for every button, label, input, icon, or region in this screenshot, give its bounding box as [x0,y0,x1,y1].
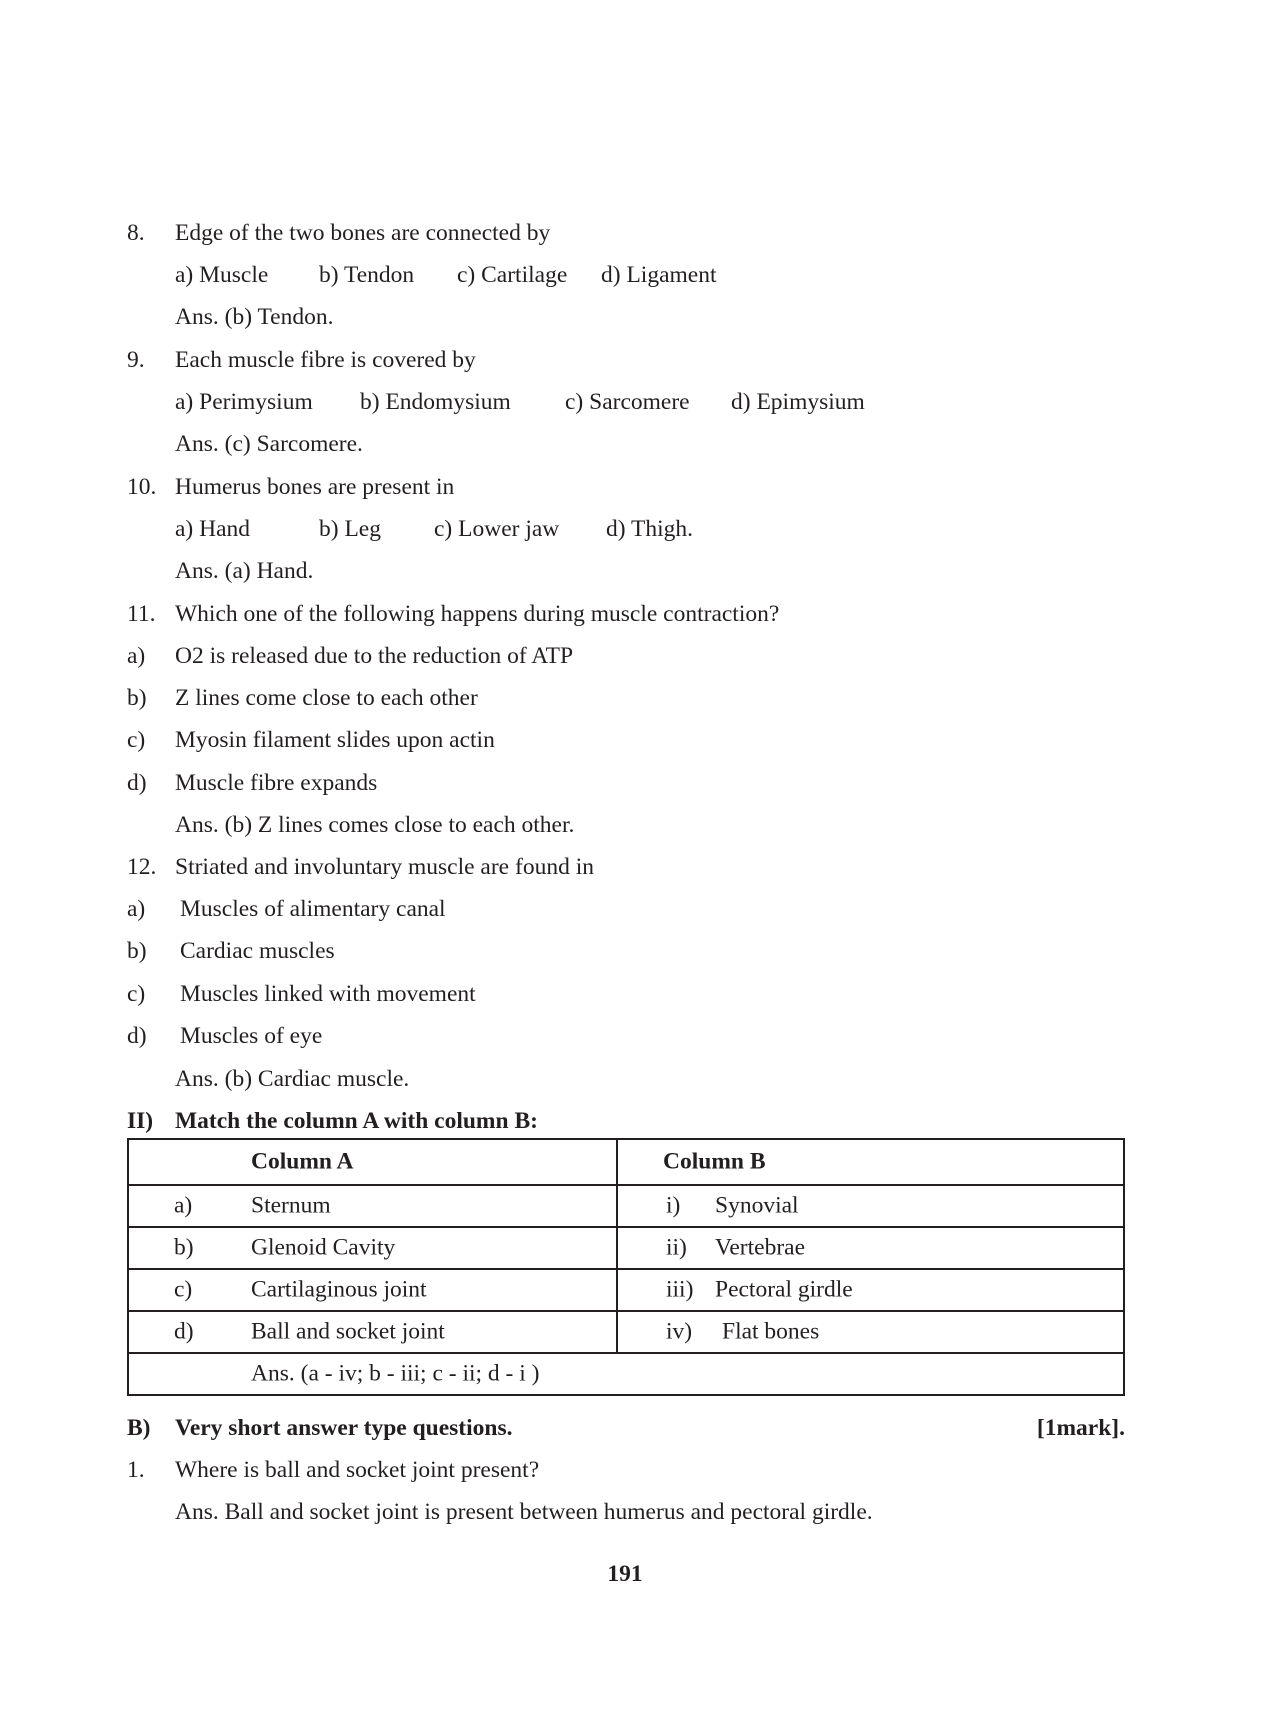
column-b-item: Flat bones [722,1318,820,1345]
question-number: 11. [127,601,156,627]
option: O2 is released due to the reduction of ATP [175,643,574,669]
option-label: c) [127,981,146,1007]
option: Muscles linked with movement [180,981,476,1007]
answer: Ans. (b) Cardiac muscle. [175,1066,410,1092]
answer: Ans. Ball and socket joint is present between humerus and pectoral girdle. [175,1499,873,1525]
section-heading: Very short answer type questions. [175,1415,513,1441]
option: a) Hand [175,516,251,542]
option: c) Cartilage [457,262,568,288]
question-number: 9. [127,347,145,373]
section-number: II) [127,1108,154,1134]
option: Z lines come close to each other [175,685,478,711]
option: c) Lower jaw [434,516,560,542]
option: Muscle fibre expands [175,770,378,796]
table-row [128,1269,1124,1311]
option-label: c) [127,727,146,753]
row-label: c) [174,1276,193,1303]
question-number: 8. [127,220,145,246]
option-label: b) [127,685,147,711]
option: d) Epimysium [731,389,865,415]
question-number: 10. [127,474,157,500]
table-row [128,1311,1124,1353]
column-b-header: Column B [663,1148,766,1175]
question-text: Edge of the two bones are connected by [175,220,551,246]
option: Muscles of alimentary canal [180,896,446,922]
option: d) Ligament [601,262,717,288]
option-label: a) [127,896,146,922]
page-number: 191 [607,1561,643,1587]
answer: Ans. (b) Z lines comes close to each other. [175,812,575,838]
option: d) Thigh. [606,516,694,542]
option: a) Muscle [175,262,269,288]
option: b) Leg [319,516,381,542]
option: Muscles of eye [180,1023,323,1049]
answer: Ans. (b) Tendon. [175,304,334,330]
answer: Ans. (a) Hand. [175,558,314,584]
option-label: d) [127,770,147,796]
table-row [128,1227,1124,1269]
option: c) Sarcomere [565,389,690,415]
question-text: Each muscle fibre is covered by [175,347,476,373]
question-text: Which one of the following happens during muscle contraction? [175,601,780,627]
section-number: B) [127,1415,151,1441]
row-label: b) [174,1234,194,1261]
row-label: d) [174,1318,194,1345]
table-row [128,1185,1124,1227]
question-number: 12. [127,854,157,880]
column-b-item: Synovial [715,1192,799,1219]
column-a-item: Ball and socket joint [251,1318,445,1345]
question-text: Humerus bones are present in [175,474,455,500]
row-label: iv) [666,1318,693,1345]
column-a-item: Glenoid Cavity [251,1234,396,1261]
section-heading: Match the column A with column B: [175,1108,538,1134]
option: b) Endomysium [360,389,511,415]
answer: Ans. (c) Sarcomere. [175,431,363,457]
option: a) Perimysium [175,389,313,415]
row-label: iii) [666,1276,694,1303]
marks-label: [1mark]. [1036,1415,1125,1441]
option: b) Tendon [319,262,415,288]
question-number: 1. [127,1457,145,1483]
option-label: b) [127,938,147,964]
option-label: a) [127,643,146,669]
match-table [127,1138,1125,1396]
match-answer: Ans. (a - iv; b - iii; c - ii; d - i ) [251,1360,540,1387]
row-label: ii) [666,1234,687,1261]
column-b-item: Pectoral girdle [715,1276,853,1303]
table-answer-row [128,1353,1124,1395]
option: Myosin filament slides upon actin [175,727,495,753]
row-label: a) [174,1192,193,1219]
question-text: Striated and involuntary muscle are found in [175,854,594,880]
column-b-item: Vertebrae [715,1234,806,1261]
column-a-item: Sternum [251,1192,331,1219]
row-label: i) [666,1192,681,1219]
table-header-row [128,1139,1124,1185]
option-label: d) [127,1023,147,1049]
column-a-item: Cartilaginous joint [251,1276,427,1303]
option: Cardiac muscles [180,938,335,964]
column-a-header: Column A [251,1148,354,1175]
question-text: Where is ball and socket joint present? [175,1457,540,1483]
